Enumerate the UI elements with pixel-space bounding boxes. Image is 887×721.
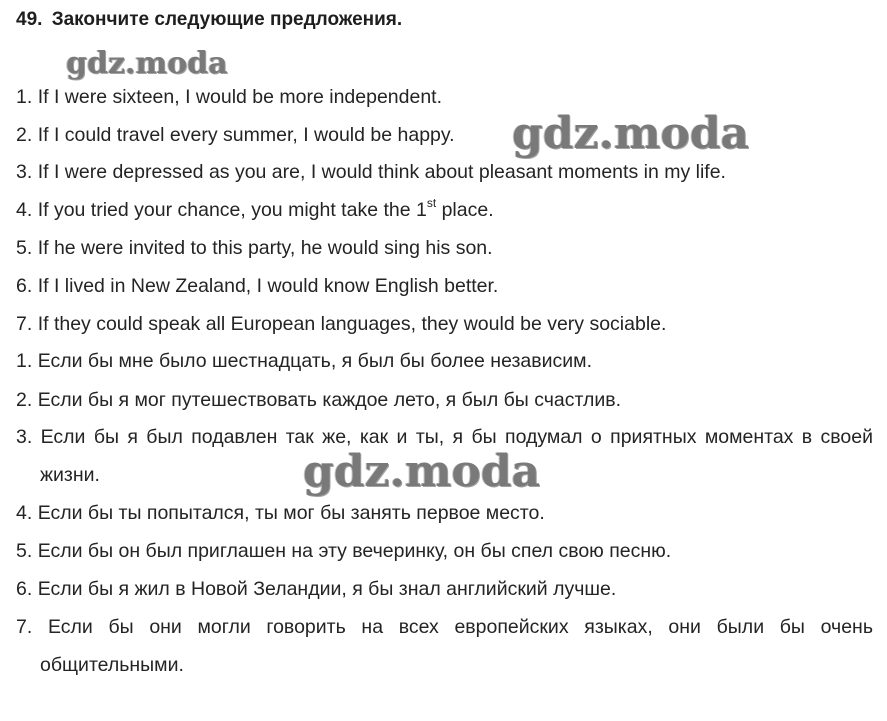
russian-sentence-1 <box>16 342 592 380</box>
sentence-text: If you tried your chance, you might take the 1 <box>37 199 427 221</box>
sentence-text: Если бы мне было шестнадцать, я был бы более независим. <box>37 350 592 372</box>
sentence-text: If I could travel every summer, I would be happy. <box>37 124 455 146</box>
sentence-number: 6. <box>16 578 33 600</box>
sentence-number: 7. <box>16 313 33 335</box>
exercise-heading <box>16 9 402 31</box>
sentence-number: 6. <box>16 275 33 297</box>
russian-sentence-4 <box>16 494 545 532</box>
sentence-text: If he were invited to this party, he would sing his son. <box>37 237 493 259</box>
sentence-text: Если бы я был подавлен так же, как и ты, я бы подумал о приятных моментах в своей жизни. <box>40 426 873 486</box>
exercise-title: Закончите следующие предложения. <box>51 9 403 30</box>
sentence-text-end: place. <box>436 199 494 221</box>
sentence-number: 4. <box>16 502 33 524</box>
english-sentence-4 <box>16 191 494 229</box>
russian-sentence-6 <box>16 570 616 608</box>
exercise-number: 49. <box>16 9 43 30</box>
russian-sentence-2 <box>16 381 621 419</box>
watermark-logo: gdz.moda <box>66 46 228 81</box>
sentence-text: Если бы я жил в Новой Зеландии, я бы знал английский лучше. <box>37 578 617 600</box>
sentence-number: 1. <box>16 350 33 372</box>
sentence-number: 2. <box>16 124 33 146</box>
english-sentence-2 <box>16 116 455 154</box>
russian-sentence-5 <box>16 532 671 570</box>
sentence-number: 3. <box>16 426 33 448</box>
english-sentence-5 <box>16 229 493 267</box>
sentence-number: 7. <box>16 616 33 638</box>
english-sentence-6 <box>16 267 498 305</box>
english-sentence-7 <box>16 305 666 343</box>
sentence-text: Если бы они могли говорить на всех европейских языках, они были бы очень общительными. <box>40 616 873 676</box>
sentence-number: 5. <box>16 540 33 562</box>
russian-sentence-7 <box>16 608 873 684</box>
sentence-text: Если бы он был приглашен на эту вечеринку, он бы спел свою песню. <box>37 540 672 562</box>
sentence-number: 3. <box>16 161 33 183</box>
watermark-logo: gdz.moda <box>303 446 541 497</box>
ordinal-superscript: st <box>426 195 437 210</box>
sentence-number: 1. <box>16 86 33 108</box>
sentence-text: If I were sixteen, I would be more independent. <box>37 86 443 108</box>
sentence-text: If I lived in New Zealand, I would know English better. <box>37 275 499 297</box>
sentence-text: Если бы я мог путешествовать каждое лето, я был бы счастлив. <box>37 389 622 411</box>
sentence-number: 5. <box>16 237 33 259</box>
sentence-number: 2. <box>16 389 33 411</box>
sentence-text: If I were depressed as you are, I would think about pleasant moments in my life. <box>37 161 726 183</box>
english-sentence-1 <box>16 78 442 116</box>
sentence-number: 4. <box>16 199 33 221</box>
watermark-logo: gdz.moda <box>512 108 750 159</box>
sentence-text: Если бы ты попытался, ты мог бы занять первое место. <box>37 502 545 524</box>
sentence-text: If they could speak all European languages, they would be very sociable. <box>37 313 667 335</box>
